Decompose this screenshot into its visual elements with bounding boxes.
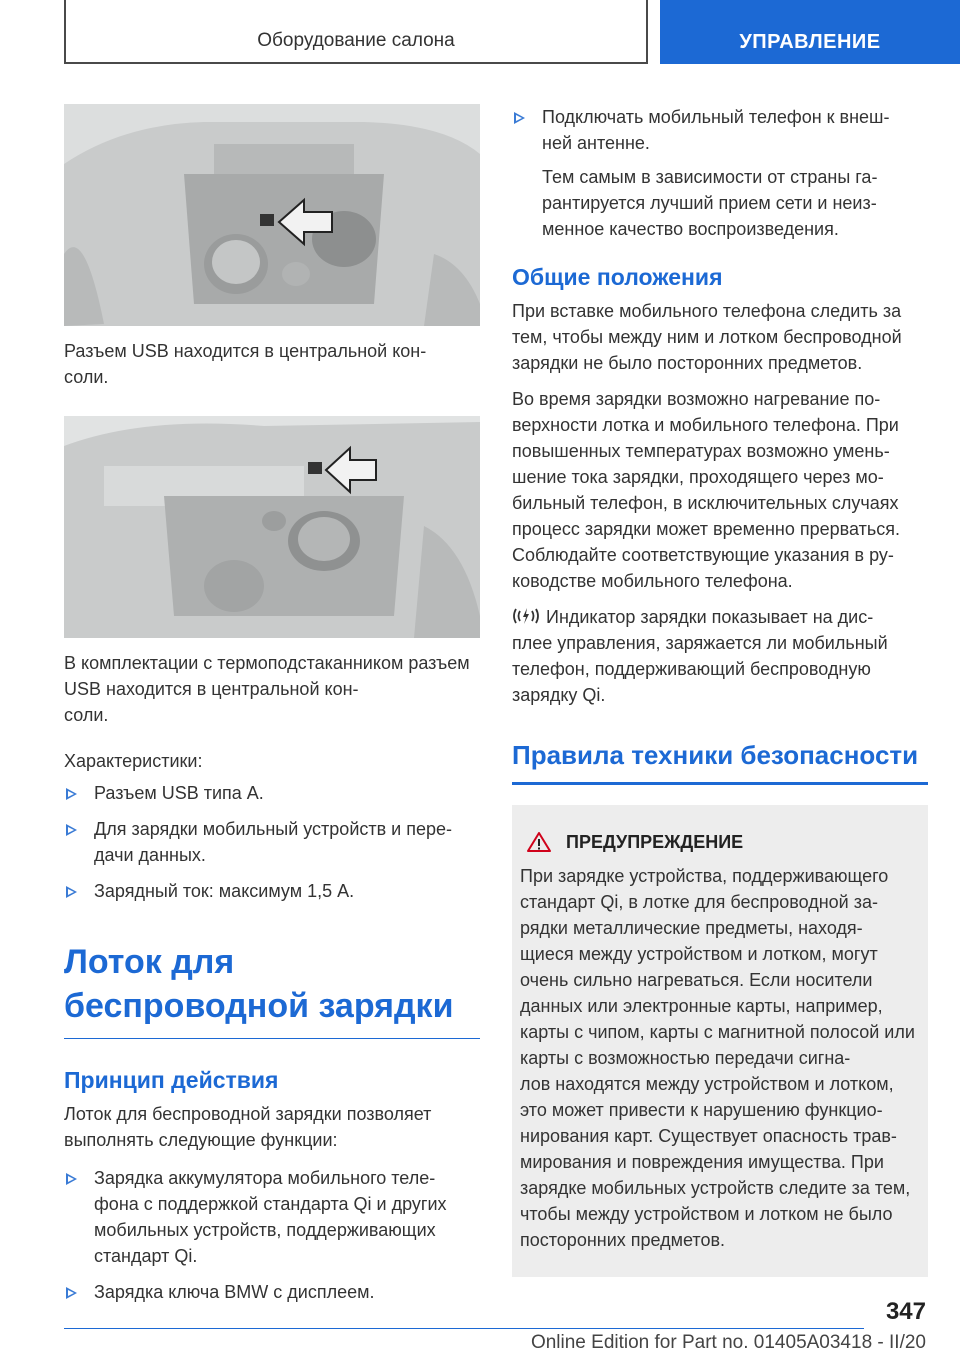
warning-header <box>520 831 920 853</box>
triangle-bullet-icon <box>66 1173 77 1185</box>
warning-title: ПРЕДУПРЕЖДЕНИЕ <box>566 831 744 852</box>
usb-console-photo <box>64 104 480 326</box>
page-number: 347 <box>885 1298 926 1325</box>
warning-box <box>512 805 928 1277</box>
edition-note: Online Edition for Part no. 01405A03418 - II/20 <box>530 1332 926 1353</box>
list-item: Разъем USB типа A. <box>64 780 480 806</box>
functions-list <box>64 1165 480 1305</box>
triangle-bullet-icon <box>66 824 77 836</box>
features-list <box>64 780 480 904</box>
section-tab <box>64 0 648 64</box>
general-para-1: При вставке мобильного телефона следить за тем, чтобы между ним и лотком беспроводной зарядки не было посторонних предметов. <box>512 301 902 373</box>
wireless-charging-icon <box>512 606 540 626</box>
list-item: Зарядный ток: максимум 1,5 А. <box>64 878 480 904</box>
right-column <box>512 104 928 1277</box>
warning-text: При зарядке устройства, поддерживающего стандарт Qi, в лотке для беспроводной за- рядки металлические предметы, находя- щиеся между устройством и лотком, могут очень сильно нагреваться. Если носители данных или электронные карты, например, карты с чипом, карты с магнитной полосой или карты с возможностью передачи сигна- лов находятся между устройством и лотком, это может привести к нарушению функцио- нирования карт. Существует опасность трав- мирования и повреждения имущества. При зарядке мобильных устройств следите за тем, чтобы между устройством и лотком не было посторонних предметов. <box>520 866 915 1250</box>
principle-intro: Лоток для беспроводной зарядки позволяет выполнять следующие функции: <box>64 1104 432 1150</box>
thermo-usb-caption: В комплектации с термоподстаканником разъем USB находится в центральной кон- соли. <box>64 653 470 725</box>
triangle-bullet-icon <box>66 788 77 800</box>
subheading-principle: Принцип действия <box>64 1067 279 1093</box>
antenna-list <box>512 104 928 242</box>
list-item: Подключать мобильный телефон к внеш- ней антенне. Тем самым в зависимости от страны га- рантируется лучший прием сети и неиз- менное качество воспроизведения. <box>512 104 928 242</box>
subheading-general: Общие положения <box>512 264 723 290</box>
section-title: Оборудование салона <box>257 30 455 51</box>
list-item: Зарядка аккумулятора мобильного теле- фона с поддержкой стандарта Qi и других мобильных устройств, поддерживающих стандарт Qi. <box>64 1165 480 1269</box>
chapter-tab <box>660 0 960 64</box>
antenna-note: Тем самым в зависимости от страны га- рантируется лучший прием сети и неиз- менное качество воспроизведения. <box>542 167 878 239</box>
features-label: Характеристики: <box>64 751 203 771</box>
general-para-2: Во время зарядки возможно нагревание по- верхности лотка и мобильного телефона. При повышенных температурах возможно умень- шение тока зарядки, проходящего через мо- бильный телефон, в исключительных случаях процесс зарядки может временно прерваться. Соблюдайте соответствующие указания в ру- ководстве мобильного телефона. <box>512 389 901 591</box>
list-item: Для зарядки мобильный устройств и пере- дачи данных. <box>64 816 480 868</box>
section-heading-safety: Правила техники безопасности <box>512 738 928 785</box>
triangle-bullet-icon <box>514 112 525 124</box>
left-column <box>64 104 480 1315</box>
triangle-bullet-icon <box>66 886 77 898</box>
thermo-cupholder-photo <box>64 416 480 638</box>
triangle-bullet-icon <box>66 1287 77 1299</box>
footer-divider <box>64 1328 864 1329</box>
usb-caption: Разъем USB находится в центральной кон- соли. <box>64 341 427 387</box>
chapter-title: УПРАВЛЕНИЕ <box>739 30 881 53</box>
list-item: Зарядка ключа BMW с дисплеем. <box>64 1279 480 1305</box>
indicator-para: Индикатор зарядки показывает на дис- плее управления, заряжается ли мобильный телефон, поддерживающий беспроводную зарядку Qi. <box>512 607 888 705</box>
section-heading-wireless-tray: Лоток для беспроводной зарядки <box>64 940 480 1039</box>
warning-triangle-icon <box>526 831 552 853</box>
